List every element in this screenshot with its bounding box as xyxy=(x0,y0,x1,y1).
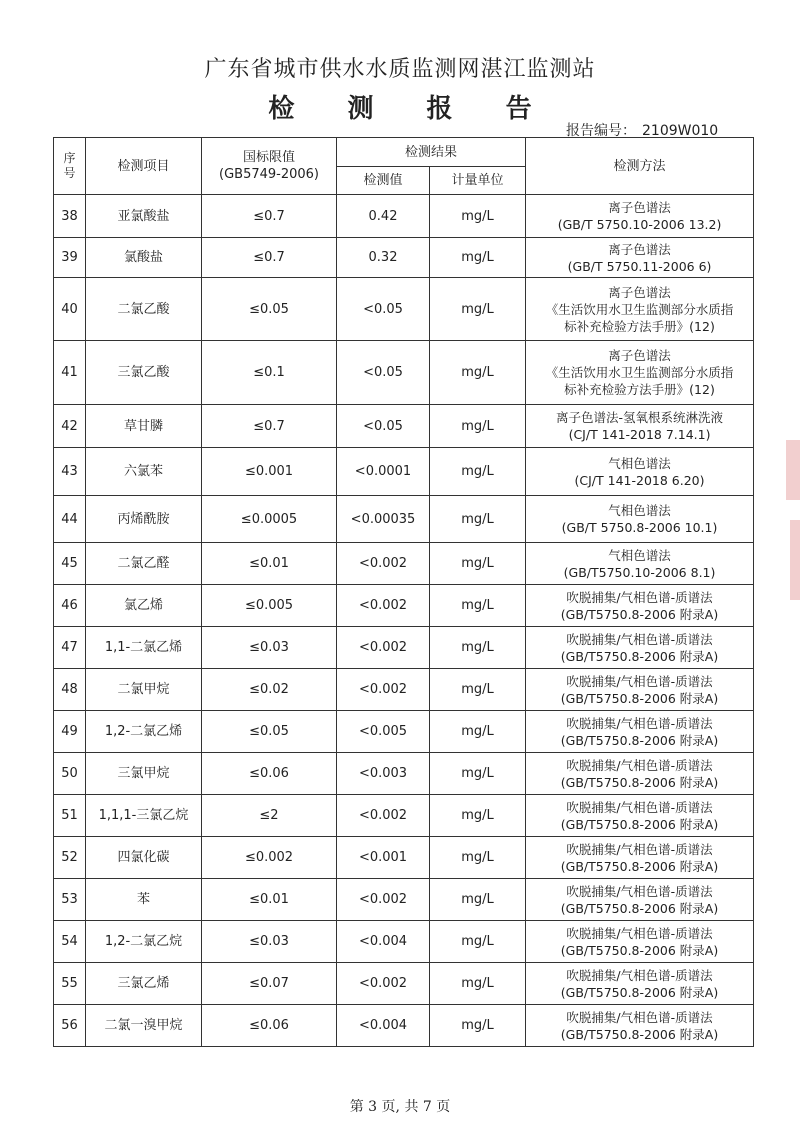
table-row xyxy=(54,963,754,1005)
row-unit: mg/L xyxy=(430,711,526,753)
row-number: 55 xyxy=(54,963,86,1005)
row-method xyxy=(526,627,754,669)
row-number: 41 xyxy=(54,341,86,405)
method-line: (GB/T5750.8-2006 附录A) xyxy=(560,606,719,622)
row-value: <0.003 xyxy=(337,753,430,795)
row-limit: ≤0.01 xyxy=(202,543,337,585)
row-limit: ≤0.06 xyxy=(202,1005,337,1047)
row-limit: ≤0.7 xyxy=(202,405,337,448)
row-value: 0.32 xyxy=(337,238,430,278)
method-line: (GB/T5750.8-2006 附录A) xyxy=(560,942,719,958)
row-item: 二氯一溴甲烷 xyxy=(86,1005,202,1047)
stamp-mark xyxy=(790,520,800,600)
row-method xyxy=(526,238,754,278)
row-method xyxy=(526,496,754,543)
row-method xyxy=(526,543,754,585)
row-value: <0.002 xyxy=(337,585,430,627)
row-method xyxy=(526,1005,754,1047)
table-row xyxy=(54,753,754,795)
row-limit: ≤0.7 xyxy=(202,238,337,278)
report-number-label: 报告编号： xyxy=(566,123,636,139)
table-row xyxy=(54,543,754,585)
row-limit: ≤0.005 xyxy=(202,585,337,627)
results-body xyxy=(54,195,754,1047)
row-item: 二氯乙酸 xyxy=(86,278,202,341)
row-limit: ≤0.05 xyxy=(202,711,337,753)
method-line: 气相色谱法 xyxy=(608,547,671,563)
row-value: <0.05 xyxy=(337,278,430,341)
row-unit: mg/L xyxy=(430,669,526,711)
header-unit: 计量单位 xyxy=(430,167,526,195)
table-row xyxy=(54,1005,754,1047)
row-limit: ≤0.001 xyxy=(202,448,337,496)
row-item: 二氯甲烷 xyxy=(86,669,202,711)
row-limit: ≤0.002 xyxy=(202,837,337,879)
row-unit: mg/L xyxy=(430,1005,526,1047)
row-unit: mg/L xyxy=(430,627,526,669)
row-limit: ≤0.05 xyxy=(202,278,337,341)
row-number: 44 xyxy=(54,496,86,543)
header-value: 检测值 xyxy=(337,167,430,195)
row-number: 43 xyxy=(54,448,86,496)
row-value: <0.002 xyxy=(337,879,430,921)
row-unit: mg/L xyxy=(430,341,526,405)
row-number: 48 xyxy=(54,669,86,711)
document-title: 检 测 报 告 xyxy=(268,94,554,124)
method-line: 吹脱捕集/气相色谱-质谱法 xyxy=(566,757,713,773)
method-line: (GB/T5750.8-2006 附录A) xyxy=(560,690,719,706)
header-result: 检测结果 xyxy=(337,138,526,167)
row-number: 50 xyxy=(54,753,86,795)
header-seq xyxy=(54,138,86,195)
method-line: (GB/T5750.8-2006 附录A) xyxy=(560,984,719,1000)
method-line: 吹脱捕集/气相色谱-质谱法 xyxy=(566,1009,713,1025)
header-limit-label: 国标限值 xyxy=(242,150,295,165)
table-row xyxy=(54,879,754,921)
page-footer: 第 3 页, 共 7 页 xyxy=(349,1099,451,1115)
row-unit: mg/L xyxy=(430,496,526,543)
method-line: 标补充检验方法手册》(12) xyxy=(564,382,715,397)
row-value: <0.002 xyxy=(337,543,430,585)
table-row xyxy=(54,837,754,879)
method-line: 离子色谱法 xyxy=(608,241,671,257)
row-unit: mg/L xyxy=(430,195,526,238)
row-method xyxy=(526,753,754,795)
row-limit: ≤0.03 xyxy=(202,921,337,963)
row-item: 六氯苯 xyxy=(86,448,202,496)
method-line: (GB/T5750.8-2006 附录A) xyxy=(560,648,719,664)
row-item: 1,2-二氯乙烷 xyxy=(86,921,202,963)
row-limit: ≤0.01 xyxy=(202,879,337,921)
row-item: 1,1-二氯乙烯 xyxy=(86,627,202,669)
row-limit: ≤0.07 xyxy=(202,963,337,1005)
row-number: 54 xyxy=(54,921,86,963)
method-line: (GB/T5750.8-2006 附录A) xyxy=(560,1026,719,1042)
method-line: 《生活饮用水卫生监测部分水质指 xyxy=(545,301,734,317)
method-line: (GB/T 5750.8-2006 10.1) xyxy=(561,520,718,535)
method-line: 标补充检验方法手册》(12) xyxy=(564,318,715,334)
method-line: 离子色谱法 xyxy=(608,284,671,300)
row-number: 49 xyxy=(54,711,86,753)
row-method xyxy=(526,195,754,238)
row-limit: ≤0.03 xyxy=(202,627,337,669)
table-row xyxy=(54,405,754,448)
row-number: 51 xyxy=(54,795,86,837)
row-method xyxy=(526,585,754,627)
row-limit: ≤0.7 xyxy=(202,195,337,238)
row-unit: mg/L xyxy=(430,238,526,278)
method-line: 吹脱捕集/气相色谱-质谱法 xyxy=(566,715,713,731)
row-number: 56 xyxy=(54,1005,86,1047)
header-limit xyxy=(202,138,337,195)
method-line: 离子色谱法 xyxy=(608,200,671,215)
method-line: (GB/T5750.8-2006 附录A) xyxy=(560,858,719,874)
row-unit: mg/L xyxy=(430,585,526,627)
org-title: 广东省城市供水水质监测网湛江监测站 xyxy=(204,57,596,82)
stamp-mark xyxy=(786,440,800,500)
row-number: 45 xyxy=(54,543,86,585)
row-value: <0.004 xyxy=(337,1005,430,1047)
row-number: 40 xyxy=(54,278,86,341)
row-item: 三氯乙酸 xyxy=(86,341,202,405)
row-value: <0.002 xyxy=(337,627,430,669)
table-row xyxy=(54,669,754,711)
row-number: 42 xyxy=(54,405,86,448)
method-line: 吹脱捕集/气相色谱-质谱法 xyxy=(566,925,713,941)
row-item: 1,1,1-三氯乙烷 xyxy=(86,795,202,837)
method-line: (GB/T5750.8-2006 附录A) xyxy=(560,900,719,916)
row-number: 38 xyxy=(54,195,86,238)
method-line: 吹脱捕集/气相色谱-质谱法 xyxy=(566,841,713,857)
row-item: 二氯乙醛 xyxy=(86,543,202,585)
row-unit: mg/L xyxy=(430,543,526,585)
row-item: 氯酸盐 xyxy=(86,238,202,278)
row-value: <0.001 xyxy=(337,837,430,879)
row-limit: ≤0.0005 xyxy=(202,496,337,543)
row-unit: mg/L xyxy=(430,963,526,1005)
method-line: (GB/T5750.8-2006 附录A) xyxy=(560,774,719,790)
row-number: 46 xyxy=(54,585,86,627)
row-unit: mg/L xyxy=(430,278,526,341)
row-value: <0.0001 xyxy=(337,448,430,496)
method-line: 离子色谱法 xyxy=(608,348,671,363)
row-method xyxy=(526,669,754,711)
method-line: 气相色谱法 xyxy=(608,503,671,518)
method-line: 吹脱捕集/气相色谱-质谱法 xyxy=(566,799,713,815)
table-row xyxy=(54,711,754,753)
row-method xyxy=(526,341,754,405)
row-limit: ≤0.1 xyxy=(202,341,337,405)
method-line: 吹脱捕集/气相色谱-质谱法 xyxy=(566,967,713,983)
row-value: 0.42 xyxy=(337,195,430,238)
method-line: (GB/T 5750.10-2006 13.2) xyxy=(557,217,722,232)
row-limit: ≤0.06 xyxy=(202,753,337,795)
row-item: 四氯化碳 xyxy=(86,837,202,879)
header-limit-standard: (GB5749-2006) xyxy=(219,167,319,182)
row-unit: mg/L xyxy=(430,405,526,448)
row-item: 1,2-二氯乙烯 xyxy=(86,711,202,753)
method-line: (GB/T5750.8-2006 附录A) xyxy=(560,732,719,748)
table-row xyxy=(54,238,754,278)
row-item: 丙烯酰胺 xyxy=(86,496,202,543)
row-limit: ≤0.02 xyxy=(202,669,337,711)
row-method xyxy=(526,963,754,1005)
row-method xyxy=(526,795,754,837)
row-value: <0.05 xyxy=(337,405,430,448)
header-item: 检测项目 xyxy=(86,138,202,195)
row-unit: mg/L xyxy=(430,921,526,963)
row-item: 三氯乙烯 xyxy=(86,963,202,1005)
method-line: 离子色谱法-氢氧根系统淋洗液 xyxy=(556,410,724,425)
row-number: 53 xyxy=(54,879,86,921)
row-value: <0.002 xyxy=(337,795,430,837)
row-item: 草甘膦 xyxy=(86,405,202,448)
table-row xyxy=(54,921,754,963)
method-line: (GB/T5750.8-2006 附录A) xyxy=(560,816,719,832)
table-row xyxy=(54,278,754,341)
row-unit: mg/L xyxy=(430,837,526,879)
test-results-table xyxy=(53,137,754,1047)
method-line: (CJ/T 141-2018 6.20) xyxy=(574,472,705,488)
row-method xyxy=(526,837,754,879)
table-row xyxy=(54,341,754,405)
method-line: 吹脱捕集/气相色谱-质谱法 xyxy=(566,589,713,605)
method-line: (GB/T 5750.11-2006 6) xyxy=(567,258,712,274)
row-value: <0.004 xyxy=(337,921,430,963)
table-row xyxy=(54,496,754,543)
method-line: (GB/T5750.10-2006 8.1) xyxy=(563,564,716,580)
method-line: 吹脱捕集/气相色谱-质谱法 xyxy=(566,673,713,689)
row-number: 39 xyxy=(54,238,86,278)
row-method xyxy=(526,879,754,921)
header-method: 检测方法 xyxy=(526,138,754,195)
row-unit: mg/L xyxy=(430,795,526,837)
row-number: 47 xyxy=(54,627,86,669)
row-method xyxy=(526,278,754,341)
row-unit: mg/L xyxy=(430,448,526,496)
row-method xyxy=(526,921,754,963)
header-seq-label: 序号 xyxy=(63,151,76,180)
report-number-value: 2109W010 xyxy=(642,123,719,139)
table-row xyxy=(54,448,754,496)
table-row xyxy=(54,195,754,238)
row-method xyxy=(526,711,754,753)
row-item: 苯 xyxy=(86,879,202,921)
method-line: 《生活饮用水卫生监测部分水质指 xyxy=(545,365,734,380)
row-item: 氯乙烯 xyxy=(86,585,202,627)
row-unit: mg/L xyxy=(430,879,526,921)
row-value: <0.05 xyxy=(337,341,430,405)
method-line: 气相色谱法 xyxy=(608,455,671,471)
table-row xyxy=(54,795,754,837)
row-number: 52 xyxy=(54,837,86,879)
table-row xyxy=(54,627,754,669)
row-limit: ≤2 xyxy=(202,795,337,837)
row-item: 三氯甲烷 xyxy=(86,753,202,795)
table-row xyxy=(54,585,754,627)
row-method xyxy=(526,405,754,448)
method-line: (CJ/T 141-2018 7.14.1) xyxy=(568,427,711,442)
row-value: <0.002 xyxy=(337,963,430,1005)
row-value: <0.00035 xyxy=(337,496,430,543)
row-unit: mg/L xyxy=(430,753,526,795)
row-value: <0.005 xyxy=(337,711,430,753)
row-method xyxy=(526,448,754,496)
row-item: 亚氯酸盐 xyxy=(86,195,202,238)
method-line: 吹脱捕集/气相色谱-质谱法 xyxy=(566,883,713,899)
method-line: 吹脱捕集/气相色谱-质谱法 xyxy=(566,631,713,647)
row-value: <0.002 xyxy=(337,669,430,711)
